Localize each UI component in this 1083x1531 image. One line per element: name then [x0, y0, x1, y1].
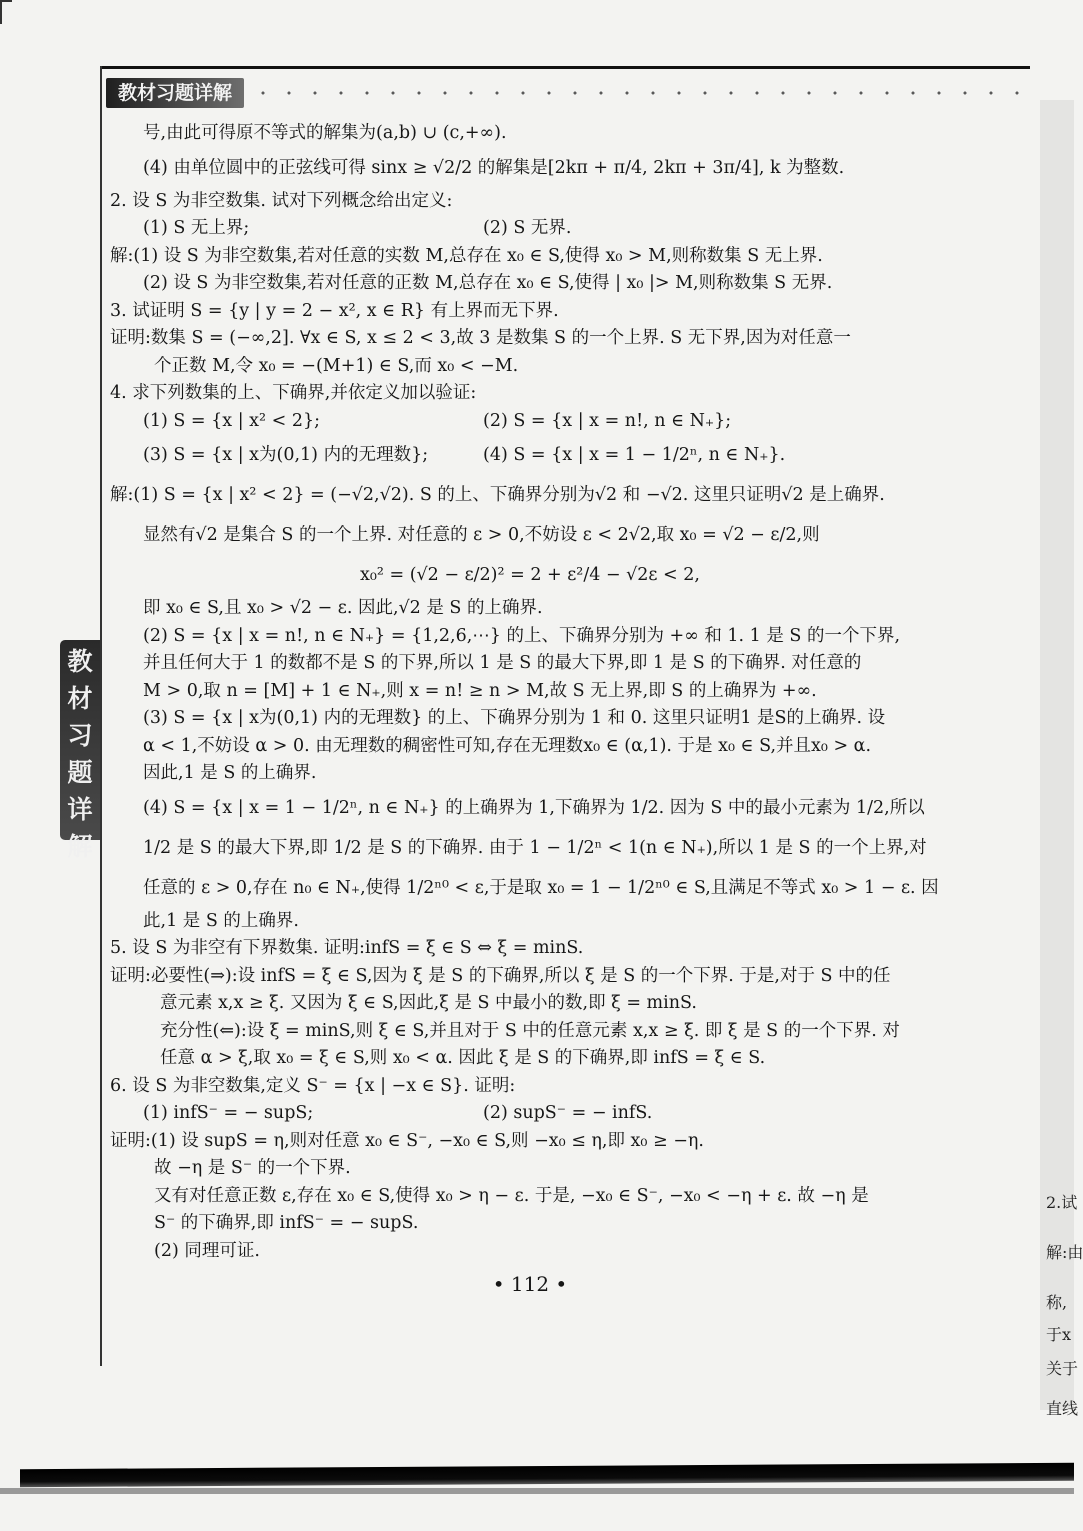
text-line: M > 0,取 n = [M] + 1 ∈ N₊,则 x = n! ≥ n > M,故 S 无上界,即 S 的上确界为 +∞. [143, 680, 817, 701]
text-line [110, 435, 950, 475]
text-line [110, 408, 950, 436]
page-body [110, 120, 950, 1299]
text-line: 即 x₀ ∈ S,且 x₀ > √2 − ε. 因此,√2 是 S 的上确界. [143, 598, 543, 618]
text-line: 证明:必要性(⇒):设 infS = ξ ∈ S,因为 ξ 是 S 的下确界,所以 ξ 是 S 的一个下界. 于是,对于 S 中的任 [110, 965, 891, 986]
text-line: α < 1,不妨设 α > 0. 由无理数的稠密性可知,存在无理数x₀ ∈ (α,1). 于是 x₀ ∈ S,并且x₀ > α. [143, 735, 872, 756]
text-line: (2) S = {x | x = n!, n ∈ N₊} = {1,2,6,⋯} 的上、下确界分别为 +∞ 和 1. 1 是 S 的一个下界, [143, 625, 901, 646]
text-line: 显然有√2 是集合 S 的一个上界. 对任意的 ε > 0,不妨设 ε < 2√2,取 x₀ = √2 − ε/2,则 [143, 525, 820, 545]
text-line: (4) S = {x | x = 1 − 1/2ⁿ, n ∈ N₊} 的上确界为 1,下确界为 1/2. 因为 S 中的最小元素为 1/2,所以 [143, 797, 925, 818]
side-tab-char: 材 [67, 684, 93, 713]
sub-item: (2) supS⁻ = − infS. [483, 1103, 653, 1123]
left-margin-rule [100, 66, 102, 1366]
margin-fragment: 解:由 [1046, 1243, 1083, 1262]
text-line: 解:(1) S = {x | x² < 2} = (−√2,√2). S 的上、下确界分别为√2 和 −√2. 这里只证明√2 是上确界. [110, 485, 885, 505]
header-dot-pattern [250, 90, 1040, 96]
side-tab [60, 640, 100, 861]
text-line: (2) 设 S 为非空数集,若对任意的正数 M,总存在 x₀ ∈ S,使得 | x₀ |> M,则称数集 S 无界. [143, 273, 833, 293]
margin-fragment: 关于 [1046, 1359, 1079, 1378]
text-line: 号,由此可得原不等式的解集为(a,b) ∪ (c,+∞). [143, 123, 507, 143]
problem-heading: 5. 设 S 为非空有下界数集. 证明:infS = ξ ∈ S ⇔ ξ = minS. [110, 938, 584, 958]
margin-fragment: 2.试 [1046, 1193, 1078, 1212]
sub-item: (2) S 无界. [483, 218, 572, 238]
text-line: 证明:(1) 设 supS = η,则对任意 x₀ ∈ S⁻, −x₀ ∈ S,则 −x₀ ≤ η,即 x₀ ≥ −η. [110, 1130, 704, 1151]
text-line: (2) 同理可证. [154, 1240, 260, 1261]
text-line: 解:(1) 设 S 为非空数集,若对任意的实数 M,总存在 x₀ ∈ S,使得 x₀ > M,则称数集 S 无上界. [110, 245, 823, 266]
text-line: 意元素 x,x ≥ ξ. 又因为 ξ ∈ S,因此,ξ 是 S 中最小的数,即 ξ = minS. [160, 993, 697, 1013]
text-line: 个正数 M,令 x₀ = −(M+1) ∈ S,而 x₀ < −M. [154, 355, 519, 376]
sub-item: (1) infS⁻ = − supS; [143, 1103, 314, 1123]
text-line: 因此,1 是 S 的上确界. [143, 763, 317, 783]
text-line: 并且任何大于 1 的数都不是 S 的下界,所以 1 是 S 的最大下界,即 1 是 S 的下确界. 对任意的 [143, 653, 862, 673]
text-line: 又有对任意正数 ε,存在 x₀ ∈ S,使得 x₀ > η − ε. 于是, −x₀ ∈ S⁻, −x₀ < −η + ε. 故 −η 是 [154, 1185, 869, 1206]
next-page-edge [1040, 100, 1083, 1418]
text-line: 任意 α > ξ,取 x₀ = ξ ∈ S,则 x₀ < α. 因此 ξ 是 S 的下确界,即 infS = ξ ∈ S. [160, 1048, 766, 1068]
problem-heading: 6. 设 S 为非空数集,定义 S⁻ = {x | −x ∈ S}. 证明: [110, 1075, 516, 1096]
margin-fragment: 于x [1046, 1325, 1072, 1344]
bottom-edge [0, 1488, 1074, 1494]
sub-item: (1) S = {x | x² < 2}; [143, 410, 320, 431]
side-tab-char: 题 [67, 758, 93, 787]
margin-fragment: 称, [1046, 1293, 1068, 1312]
margin-fragment: 直线 [1046, 1399, 1079, 1418]
text-line [110, 215, 950, 243]
section-title: 教材习题详解 [106, 78, 244, 108]
text-line: 故 −η 是 S⁻ 的一个下界. [154, 1158, 351, 1178]
bottom-edge-shadow [20, 1463, 1074, 1487]
sub-item: (1) S 无上界; [143, 218, 250, 238]
side-tab-char: 解 [67, 832, 93, 861]
text-line: 证明:数集 S = (−∞,2]. ∀x ∈ S, x ≤ 2 < 3,故 3 是数集 S 的一个上界. S 无下界,因为对任意一 [110, 328, 851, 348]
corner-mark [0, 0, 12, 24]
text-line [110, 1100, 950, 1128]
side-tab-char: 详 [67, 795, 93, 824]
sub-item: (2) S = {x | x = n!, n ∈ N₊}; [483, 410, 732, 431]
sub-item: (4) S = {x | x = 1 − 1/2ⁿ, n ∈ N₊}. [483, 445, 786, 465]
text-line: 任意的 ε > 0,存在 n₀ ∈ N₊,使得 1/2ⁿ⁰ < ε,于是取 x₀ = 1 − 1/2ⁿ⁰ ∈ S,且满足不等式 x₀ > 1 − ε. 因 [143, 877, 939, 898]
header-rule [100, 66, 1030, 69]
text-line: S⁻ 的下确界,即 infS⁻ = − supS. [154, 1213, 419, 1233]
text-line: 此,1 是 S 的上确界. [143, 910, 299, 931]
problem-heading: 4. 求下列数集的上、下确界,并依定义加以验证: [110, 383, 477, 403]
display-equation: x₀² = (√2 − ε/2)² = 2 + ε²/4 − √2ε < 2, [360, 565, 700, 585]
side-tab-char: 教 [67, 647, 93, 676]
text-line: (4) 由单位圆中的正弦线可得 sinx ≥ √2/2 的解集是[2kπ + π/4, 2kπ + 3π/4], k 为整数. [143, 157, 845, 178]
problem-heading: 2. 设 S 为非空数集. 试对下列概念给出定义: [110, 190, 453, 211]
text-line: 充分性(⇐):设 ξ = minS,则 ξ ∈ S,并且对于 S 中的任意元素 x,x ≥ ξ. 即 ξ 是 S 的一个下界. 对 [160, 1020, 900, 1041]
text-line: 1/2 是 S 的最大下界,即 1/2 是 S 的下确界. 由于 1 − 1/2ⁿ < 1(n ∈ N₊),所以 1 是 S 的一个上界,对 [143, 837, 927, 858]
problem-heading: 3. 试证明 S = {y | y = 2 − x², x ∈ R} 有上界而无下界. [110, 300, 559, 321]
sub-item: (3) S = {x | x为(0,1) 内的无理数}; [143, 445, 429, 465]
text-line: (3) S = {x | x为(0,1) 内的无理数} 的上、下确界分别为 1 和 0. 这里只证明1 是S的上确界. 设 [143, 708, 886, 728]
side-tab-char: 习 [67, 721, 93, 750]
page-number: • 112 • [492, 1272, 568, 1296]
